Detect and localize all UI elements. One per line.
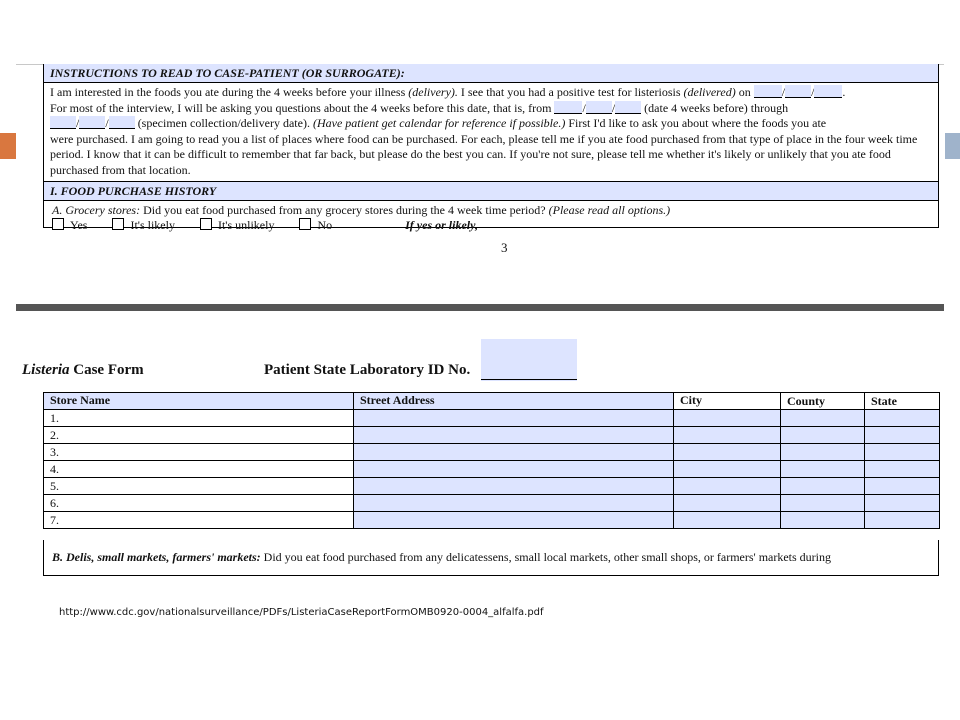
section-b-text: Did you eat food purchased from any delicatessens, small local markets, other small shops, or farmers' markets during xyxy=(260,550,832,564)
store-table xyxy=(43,392,940,529)
header-city: City xyxy=(674,393,781,410)
option-unlikely[interactable] xyxy=(200,218,275,233)
county-cell[interactable] xyxy=(781,461,865,478)
city-cell[interactable] xyxy=(674,427,781,444)
checkbox[interactable] xyxy=(299,218,311,230)
grocery-followup: If yes or likely, xyxy=(405,218,479,232)
instructions-line1d: (delivered) xyxy=(683,85,736,99)
table-row xyxy=(44,478,940,495)
source-url[interactable]: http://www.cdc.gov/nationalsurveillance/PDFs/ListeriaCaseReportFormOMB0920-0004_alfalfa.pdf xyxy=(59,607,544,618)
table-row xyxy=(44,410,940,427)
header-street-address: Street Address xyxy=(354,393,674,410)
state-cell[interactable] xyxy=(865,410,940,427)
option-likely[interactable] xyxy=(112,218,175,233)
state-cell[interactable] xyxy=(865,461,940,478)
county-cell[interactable] xyxy=(781,495,865,512)
instructions-form-block xyxy=(43,64,939,232)
checkbox[interactable] xyxy=(112,218,124,230)
instructions-line2b: (date 4 weeks before) through xyxy=(641,100,789,115)
grocery-question-text: Did you eat food purchased from any grocery stores during the 4 week time period? xyxy=(140,203,549,217)
from-date-year-field[interactable] xyxy=(615,101,641,114)
instructions-line3b: (Have patient get calendar for reference if possible.) xyxy=(312,116,566,131)
section-b-label: B. Delis, small markets, farmers' markets: xyxy=(52,550,261,564)
county-cell[interactable] xyxy=(781,427,865,444)
through-date-day-field[interactable] xyxy=(79,116,105,129)
table-row xyxy=(44,461,940,478)
street-cell[interactable] xyxy=(354,427,674,444)
lab-id-label: Patient State Laboratory ID No. xyxy=(264,362,471,378)
table-row xyxy=(44,427,940,444)
row-number: 2. xyxy=(44,427,354,444)
left-accent-bar xyxy=(0,133,16,159)
option-label: It's unlikely xyxy=(217,218,275,232)
state-cell[interactable] xyxy=(865,512,940,529)
from-date-day-field[interactable] xyxy=(586,101,612,114)
city-cell[interactable] xyxy=(674,495,781,512)
form-title-italic: Listeria xyxy=(22,362,70,378)
option-label: It's likely xyxy=(130,218,175,232)
form-title xyxy=(22,362,144,379)
instructions-line1a: I am interested in the foods you ate during the 4 weeks before your illness xyxy=(50,85,409,99)
row-number: 3. xyxy=(44,444,354,461)
county-cell[interactable] xyxy=(781,478,865,495)
through-date-year-field[interactable] xyxy=(109,116,135,129)
slide-divider xyxy=(16,304,944,311)
city-cell[interactable] xyxy=(674,478,781,495)
street-cell[interactable] xyxy=(354,444,674,461)
city-cell[interactable] xyxy=(674,461,781,478)
state-cell[interactable] xyxy=(865,444,940,461)
table-row xyxy=(44,512,940,529)
option-yes[interactable] xyxy=(52,218,87,233)
county-cell[interactable] xyxy=(781,444,865,461)
instructions-line1c: I see that you had a positive test for listeriosis xyxy=(457,85,684,99)
row-number: 4. xyxy=(44,461,354,478)
city-cell[interactable] xyxy=(674,512,781,529)
food-purchase-history-header: I. FOOD PURCHASE HISTORY xyxy=(44,182,938,201)
county-cell[interactable] xyxy=(781,512,865,529)
checkbox[interactable] xyxy=(52,218,64,230)
instructions-line1e: on xyxy=(735,85,754,99)
test-date-year-field[interactable] xyxy=(814,85,842,98)
grocery-question-note: (Please read all options.) xyxy=(548,203,671,217)
table-header-row xyxy=(44,393,940,410)
county-cell[interactable] xyxy=(781,410,865,427)
form-title-rest: Case Form xyxy=(69,362,144,378)
instructions-header: INSTRUCTIONS TO READ TO CASE-PATIENT (OR SURROGATE): xyxy=(44,64,938,83)
row-number: 7. xyxy=(44,512,354,529)
instructions-line1b: (delivery). xyxy=(408,85,458,99)
instructions-line4: were purchased. I am going to read you a list of places where food can be purchased. For each, please tell me if you ate food purchased from that type of place in the four week time period. I know that it can be difficult to remember that far back, but please do the best you can. If you're not sure, please tell me whether it's likely or unlikely that you ate food purchased from that location. xyxy=(50,131,918,177)
street-cell[interactable] xyxy=(354,410,674,427)
grocery-question xyxy=(44,201,938,233)
table-row xyxy=(44,495,940,512)
grocery-question-label: A. Grocery stores: xyxy=(52,203,141,217)
test-date-day-field[interactable] xyxy=(785,85,811,98)
header-state: State xyxy=(865,393,940,410)
instructions-line2a: For most of the interview, I will be asking you questions about the 4 weeks before this date, that is, from xyxy=(50,100,555,115)
street-cell[interactable] xyxy=(354,478,674,495)
section-b-question xyxy=(43,540,939,576)
row-number: 1. xyxy=(44,410,354,427)
instructions-text: I am interested in the foods you ate during the 4 weeks before your illness (delivery). I see that you had a positive test for listeriosis (delivered) on / / . For most of the interview, I will be asking you questions about the 4 weeks before this date, that is, from / / (date 4 weeks before) through / / (specimen collection/delivery date). (Have patient get calendar for reference if possible.) First I'd like to ask you about where the foods you ate were purchased. I am going to read you a list of places where food can be purchased. For each, please tell me if you ate food purchased from that type of place in the four week time period. I know that it can be difficult to remember that far back, but please do the best you can. If you're not sure, please tell me whether it's likely or unlikely that you ate food purchased from that location. xyxy=(44,83,938,182)
header-store-name: Store Name xyxy=(44,393,354,410)
from-date-month-field[interactable] xyxy=(554,101,582,114)
table-row xyxy=(44,444,940,461)
lab-id-field[interactable] xyxy=(481,339,577,381)
street-cell[interactable] xyxy=(354,512,674,529)
city-cell[interactable] xyxy=(674,410,781,427)
state-cell[interactable] xyxy=(865,427,940,444)
state-cell[interactable] xyxy=(865,495,940,512)
lab-id-underline xyxy=(481,379,577,380)
state-cell[interactable] xyxy=(865,478,940,495)
through-date-month-field[interactable] xyxy=(50,116,76,129)
street-cell[interactable] xyxy=(354,495,674,512)
city-cell[interactable] xyxy=(674,444,781,461)
row-number: 6. xyxy=(44,495,354,512)
option-no[interactable] xyxy=(299,218,332,233)
option-label: No xyxy=(317,218,333,232)
right-accent-bar xyxy=(945,133,960,159)
option-label: Yes xyxy=(70,218,88,232)
test-date-month-field[interactable] xyxy=(754,85,782,98)
instructions-line3a: (specimen collection/delivery date). xyxy=(134,116,313,131)
row-number: 5. xyxy=(44,478,354,495)
street-cell[interactable] xyxy=(354,461,674,478)
header-county: County xyxy=(781,393,865,410)
instructions-line3c: First I'd like to ask you about where the foods you ate xyxy=(565,116,827,131)
checkbox[interactable] xyxy=(200,218,212,230)
page-number: 3 xyxy=(501,240,508,255)
